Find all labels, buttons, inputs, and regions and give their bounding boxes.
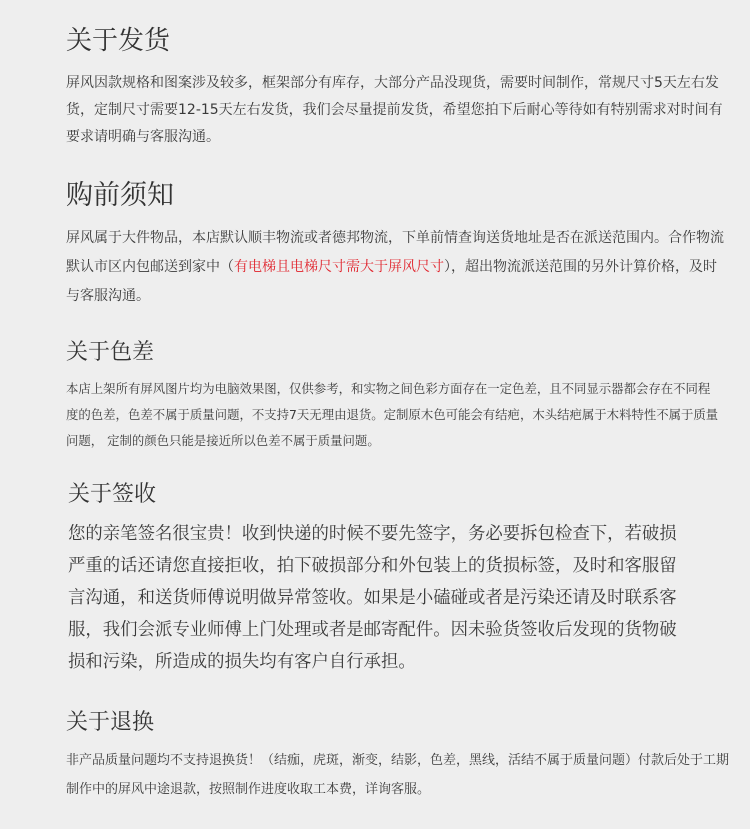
color-difference-section [66, 338, 721, 454]
shipping-title: 关于发货 [66, 26, 171, 56]
notice-body [66, 224, 726, 311]
signing-body: 您的亲笔签名很宝贵！收到快递的时候不要先签字，务必要拆包检查下，若破损严重的话还请您直接拒收，拍下破损部分和外包装上的货损标签，及时和客服留言沟通，和送货师傅说明做异常签收。如果是小磕碰或者是污染还请及时联系客服，我们会派专业师傅上门处理或者是邮寄配件。因未验货签收后发现的货物破损和污染，所造成的损失均有客户自行承担。 [68, 524, 677, 672]
returns-section [66, 708, 731, 804]
notice-highlight: 有电梯且电梯尺寸需大于屏风尺寸 [234, 259, 444, 275]
signing-title: 关于签收 [68, 482, 157, 507]
returns-body: 非产品质量问题均不支持退换货！（结痂，虎斑，渐变，结影，色差，黑线，活结不属于质量问题）付款后处于工期制作中的屏风中途退款，按照制作进度收取工本费，详询客服。 [66, 753, 730, 797]
notice-body-before: 屏风属于大件物品，本店默认顺丰物流或者德邦物流，下单前情查询送货地址是否在派送范围内。合作物流默认市区内包邮送到家中（ [66, 230, 724, 275]
color-difference-title: 关于色差 [66, 340, 155, 365]
color-difference-body: 本店上架所有屏风图片均为电脑效果图，仅供参考，和实物之间色彩方面存在一定色差，且不同显示器都会存在不同程度的色差，色差不属于质量问题，不支持7天无理由退货。定制原木色可能会有结疤，木头结疤属于木料特性不属于质量问题， 定制的颜色只能是接近所以色差不属于质量问题。 [66, 381, 719, 448]
notice-body-after: ），超出物流派送范围的另外计算价格，及时与客服沟通。 [66, 259, 717, 304]
signing-section [68, 480, 678, 678]
shipping-body: 屏风因款规格和图案涉及较多，框架部分有库存，大部分产品没现货，需要时间制作，常规尺寸5天左右发货，定制尺寸需要12-15天左右发货，我们会尽量提前发货，希望您拍下后耐心等待如有特别需求对时间有要求请明确与客服沟通。 [66, 75, 723, 145]
notice-title: 购前须知 [66, 180, 174, 211]
returns-title: 关于退换 [66, 710, 155, 735]
shipping-section [66, 24, 726, 151]
notice-section [66, 178, 726, 311]
